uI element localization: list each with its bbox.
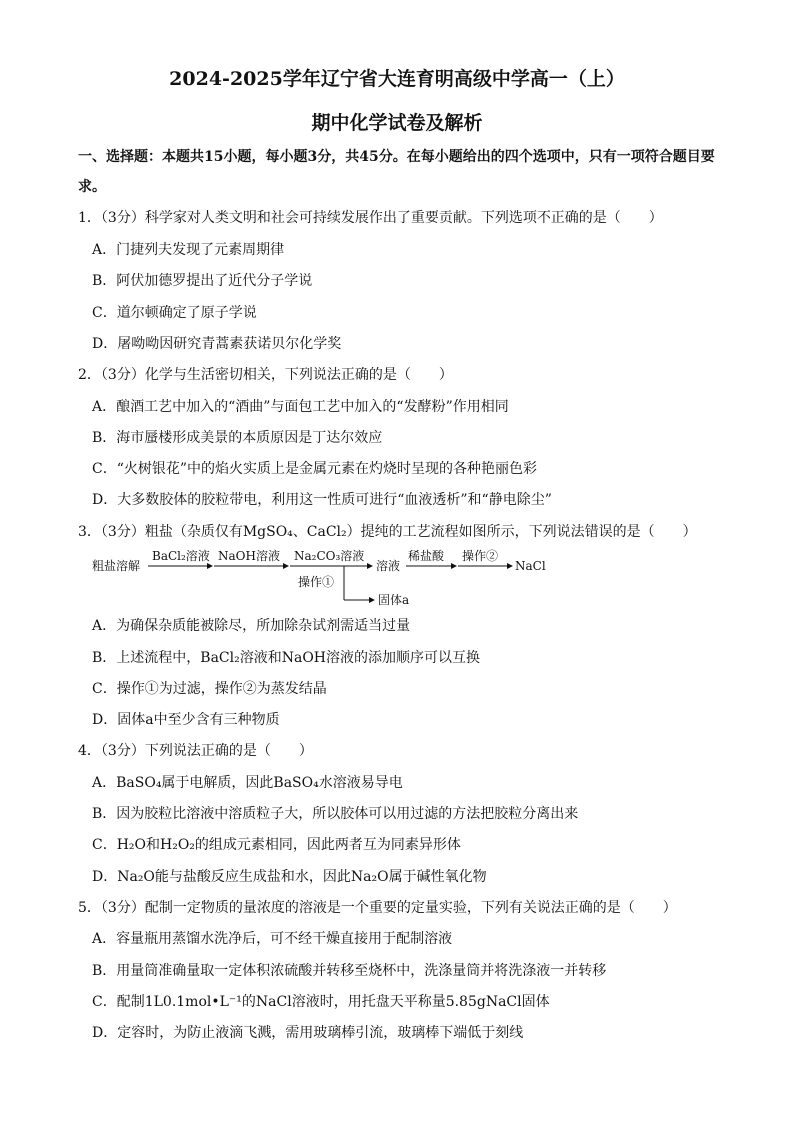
question-1-option-b: B．阿伏加德罗提出了近代分子学说 bbox=[92, 273, 313, 289]
flow-start-label: 粗盐溶解 bbox=[92, 559, 141, 573]
question-5-option-a: A．容量瓶用蒸馏水洗净后，可不经干燥直接用于配制溶液 bbox=[92, 931, 453, 947]
question-5-option-d: D．定容时，为防止液滴飞溅，需用玻璃棒引流，玻璃棒下端低于刻线 bbox=[92, 1025, 524, 1041]
question-2-option-b: B．海市蜃楼形成美景的本质原因是丁达尔效应 bbox=[92, 430, 383, 446]
question-1-option-c: C．道尔顿确定了原子学说 bbox=[92, 305, 257, 321]
question-3-option-c: C．操作①为过滤，操作②为蒸发结晶 bbox=[92, 681, 327, 697]
question-3-stem: 3．（3分）粗盐（杂质仅有MgSO₄、CaCl₂）提纯的工艺流程如图所示，下列说法错误的是（ ） bbox=[78, 524, 697, 540]
question-5-option-b: B．用量筒准确量取一定体积浓硫酸并转移至烧杯中，洗涤量筒并将洗涤液一并转移 bbox=[92, 963, 607, 979]
question-5-option-c: C．配制1L0.1mol•L⁻¹的NaCl溶液时，用托盘天平称量5.85gNaCl固体 bbox=[92, 994, 550, 1010]
flow-reagent-bacl2: BaCl₂溶液 bbox=[152, 549, 210, 563]
question-5-stem: 5．（3分）配制一定物质的量浓度的溶液是一个重要的定量实验，下列有关说法正确的是（ ） bbox=[78, 900, 677, 916]
question-4-option-a: A．BaSO₄属于电解质，因此BaSO₄水溶液易导电 bbox=[92, 775, 403, 791]
flow-reagent-naoh: NaOH溶液 bbox=[218, 549, 280, 563]
section-heading: 一、选择题：本题共15小题，每小题3分，共45分。在每小题给出的四个选项中，只有一项符合题目要求。 bbox=[78, 149, 715, 195]
paper-subtitle: 期中化学试卷及解析 bbox=[311, 112, 483, 134]
question-3-option-b: B．上述流程中，BaCl₂溶液和NaOH溶液的添加顺序可以互换 bbox=[92, 650, 481, 666]
question-4-option-b: B．因为胶粒比溶液中溶质粒子大，所以胶体可以用过滤的方法把胶粒分离出来 bbox=[92, 806, 579, 822]
flow-operation-2: 操作② bbox=[462, 549, 499, 563]
question-1-option-d: D．屠呦呦因研究青蒿素获诺贝尔化学奖 bbox=[92, 336, 342, 352]
flow-reagent-hcl: 稀盐酸 bbox=[408, 549, 445, 563]
question-3-option-d: D．固体a中至少含有三种物质 bbox=[92, 712, 280, 728]
question-4-stem: 4．（3分）下列说法正确的是（ ） bbox=[78, 743, 313, 759]
question-1-option-a: A．门捷列夫发现了元素周期律 bbox=[92, 242, 285, 258]
flow-reagent-na2co3: Na₂CO₃溶液 bbox=[294, 549, 365, 563]
question-2-option-d: D．大多数胶体的胶粒带电，利用这一性质可进行“血液透析”和“静电除尘” bbox=[92, 492, 552, 508]
paper-title: 2024-2025学年辽宁省大连育明高级中学高一（上） bbox=[169, 68, 625, 90]
question-3-option-a: A．为确保杂质能被除尽，所加除杂试剂需适当过量 bbox=[92, 618, 411, 634]
question-1-stem: 1．（3分）科学家对人类文明和社会可持续发展作出了重要贡献。下列选项不正确的是（ ） bbox=[78, 210, 663, 226]
question-2-stem: 2．（3分）化学与生活密切相关，下列说法正确的是（ ） bbox=[78, 367, 453, 383]
question-4-option-d: D．Na₂O能与盐酸反应生成盐和水，因此Na₂O属于碱性氧化物 bbox=[92, 869, 487, 885]
question-2-option-a: A．酿酒工艺中加入的“酒曲”与面包工艺中加入的“发酵粉”作用相同 bbox=[92, 399, 509, 415]
flow-product: NaCl bbox=[515, 559, 546, 573]
question-4-option-c: C．H₂O和H₂O₂的组成元素相同，因此两者互为同素异形体 bbox=[92, 837, 461, 853]
flow-operation-1: 操作① bbox=[298, 575, 335, 589]
flow-solid-a: 固体a bbox=[378, 593, 410, 607]
question-2-option-c: C．“火树银花”中的焰火实质上是金属元素在灼烧时呈现的各种艳丽色彩 bbox=[92, 461, 538, 477]
flow-intermediate-solution: 溶液 bbox=[376, 559, 401, 573]
process-flow-diagram bbox=[92, 546, 562, 612]
